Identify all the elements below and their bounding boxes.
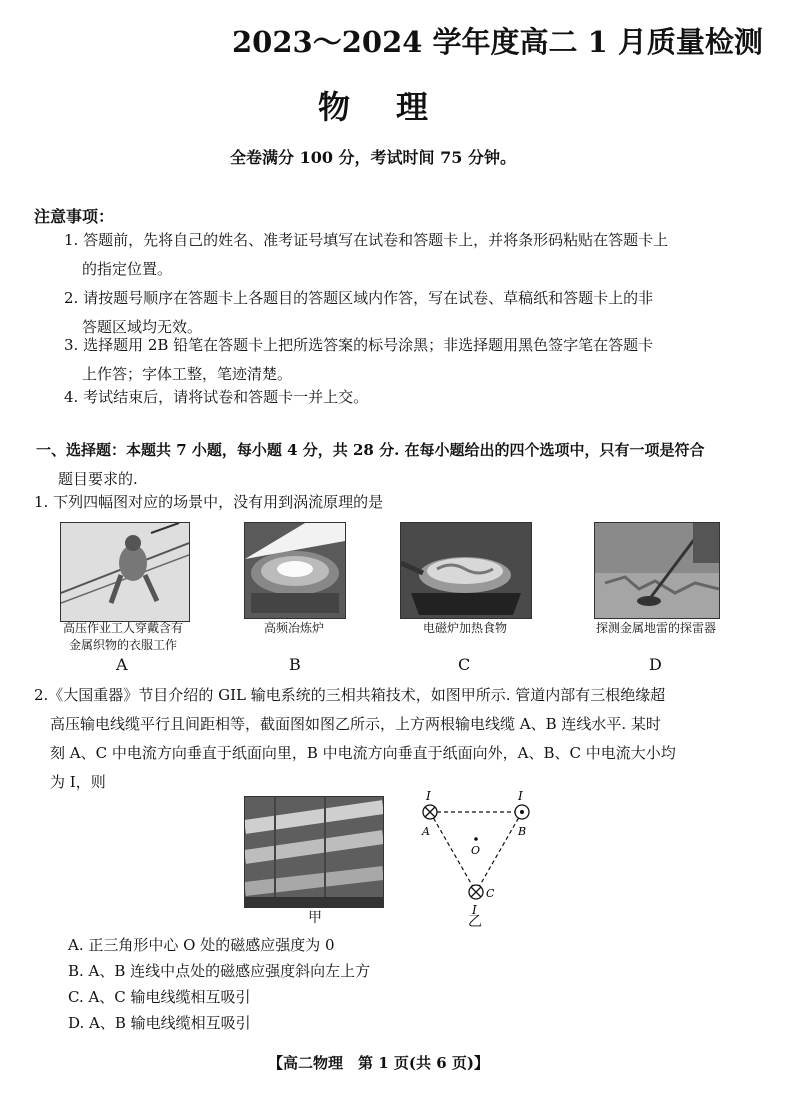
figure-a-photo [60,522,190,622]
notice-heading: 注意事项： [34,207,115,226]
line-ac [430,812,476,892]
figure-c-photo [400,522,532,619]
notice-item-line: 答题区域均无效。 [82,318,203,336]
q2-stem-line: 刻 A、C 中电流方向垂直于纸面向里，B 中电流方向垂直于纸面向外，A、B、C 中电流大小均 [50,744,676,762]
figure-c-letter: C [458,655,471,674]
notice-item-line: 上作答；字体工整，笔迹清楚。 [82,365,293,383]
q2-stem-line: 为 I，则 [50,773,106,791]
notice-item-3 [64,331,754,389]
notice-item-line: 4. 考试结束后，请将试卷和答题卡一并上交。 [64,388,369,406]
figure-a-caption [48,620,198,654]
cable-a-into-page-icon [423,805,437,819]
q2-option-b: B. A、B 连线中点处的磁感应强度斜向左上方 [68,962,371,980]
caption-line: 金属织物的衣服工作 [68,638,177,652]
figure-b-caption: 高频冶炼炉 [263,621,324,635]
figure-d-photo [594,522,720,619]
notice-item-4 [64,383,754,412]
figure-a-letter: A [116,655,128,674]
figure-c-caption: 电磁炉加热食物 [422,621,507,635]
caption-line: 高压作业工人穿戴含有 [62,621,183,635]
gil-pipeline-photo [244,796,384,908]
line-bc [476,812,522,892]
section-heading [36,436,756,494]
q2-option-c: C. A、C 输电线缆相互吸引 [68,988,251,1006]
label-i-b: I [518,790,523,803]
page-footer: 【高二物理 第 1 页(共 6 页)】 [268,1054,489,1072]
label-i-c: I [472,903,477,917]
full-mark-note: 全卷满分 100 分，考试时间 75 分钟。 [230,148,516,167]
q2-option-a: A. 正三角形中心 O 处的磁感应强度为 0 [68,936,335,954]
notice-item-line: 2. 请按题号顺序在答题卡上各题目的答题区域内作答，写在试卷、草稿纸和答题卡上的非 [64,289,654,307]
notice-item-line: 3. 选择题用 2B 铅笔在答题卡上把所选答案的标号涂黑；非选择题用黑色签字笔在答题卡 [64,336,654,354]
q2-stem [34,681,754,797]
exam-title: 2023～2024 学年度高二 1 月质量检测 [232,25,763,59]
q2-stem-line: 高压输电线缆平行且间距相等，截面图如图乙所示，上方两根输电线缆 A、B 连线水平. 某时 [50,715,661,733]
q2-stem-line: 2.《大国重器》节目介绍的 GIL 输电系统的三相共箱技术，如图甲所示. 管道内部有三根绝缘超 [34,686,666,704]
center-o-dot [474,837,478,841]
figure-yi-label: 乙 [468,914,482,930]
subject-title: 物理 [318,88,475,126]
notice-item-line: 1. 答题前，先将自己的姓名、准考证号填写在试卷和答题卡上，并将条形码粘贴在答题卡上 [64,231,669,249]
label-c: C [486,887,495,900]
label-o: O [471,844,481,857]
figure-jia-label: 甲 [308,910,322,926]
section-heading-line: 题目要求的. [58,470,138,488]
notice-item-line: 的指定位置。 [82,260,173,278]
q1-stem: 1. 下列四幅图对应的场景中，没有用到涡流原理的是 [34,493,384,511]
figure-b-letter: B [289,655,301,674]
label-b: B [518,825,527,838]
label-a: A [422,825,430,838]
label-i-a: I [426,790,431,803]
figure-b-photo [244,522,346,619]
section-heading-line: 一、选择题：本题共 7 小题，每小题 4 分，共 28 分. 在每小题给出的四个选项中，只有一项是符合 [36,441,705,459]
q2-option-d: D. A、B 输电线缆相互吸引 [68,1014,251,1032]
cable-triangle-diagram [410,790,540,930]
cable-c-into-page-icon [469,885,483,899]
figure-d-caption: 探测金属地雷的探雷器 [595,621,716,635]
figure-d-letter: D [649,655,662,674]
cable-b-out-of-page-icon [515,805,529,819]
notice-item-1 [64,226,754,284]
